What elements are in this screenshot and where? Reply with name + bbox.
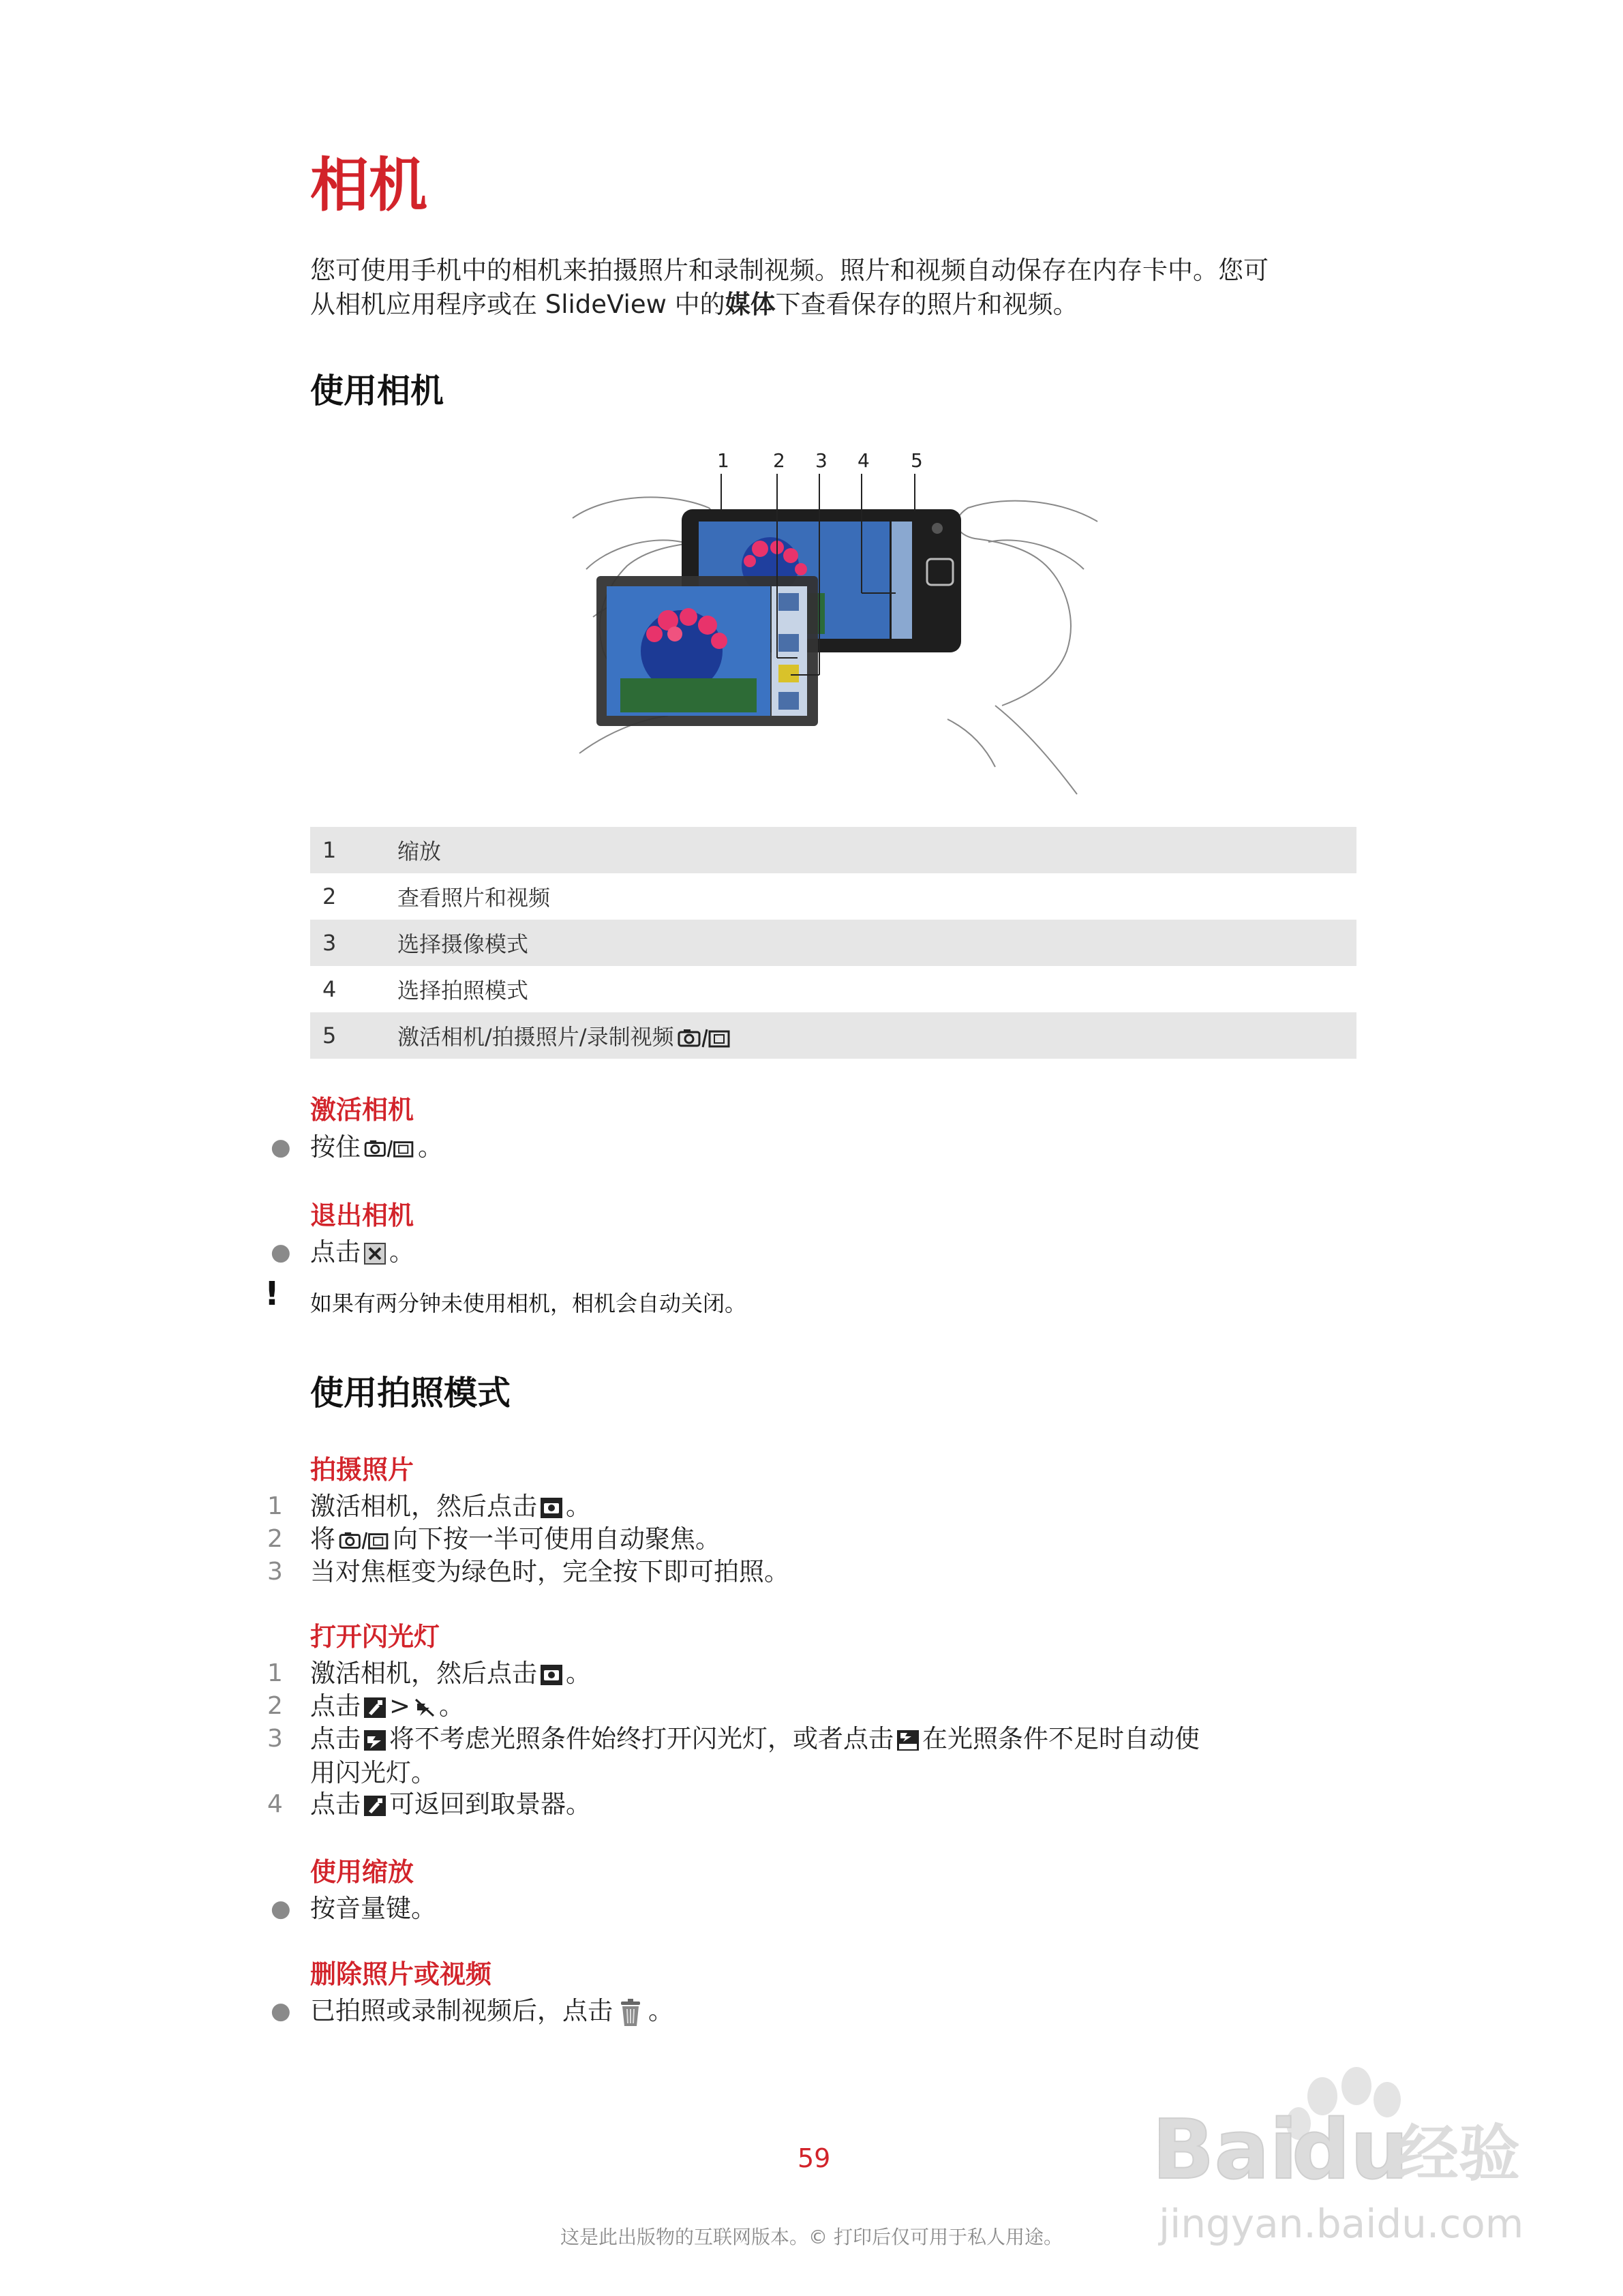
phone-screen-toolbar (892, 522, 912, 639)
flash-auto-icon (896, 1729, 920, 1751)
step-suffix: 可返回到取景器。 (389, 1789, 591, 1819)
legend-table (310, 827, 1356, 1059)
table-row (310, 827, 1356, 873)
close-button-illustration (778, 593, 799, 611)
step-suffix: 。 (439, 1691, 465, 1721)
step-number: 1 (267, 1492, 283, 1520)
activate-step-prefix: 按住 (310, 1132, 361, 1162)
flash-off-icon (413, 1697, 436, 1719)
intro-line-2-suffix: 下查看保存的照片和视频。 (775, 290, 1078, 319)
table-cell-text: 查看照片和视频 (397, 885, 551, 911)
bullet: ● (271, 1895, 291, 1922)
table-cell-number: 3 (322, 930, 337, 956)
step-suffix: 。 (566, 1492, 591, 1521)
camera-video-key-icon (677, 1027, 731, 1050)
exit-step (271, 1235, 414, 1269)
table-cell-text-label: 激活相机/拍摄照片/录制视频 (397, 1024, 674, 1050)
exit-step-prefix: 点击 (310, 1237, 361, 1267)
flash-step-1 (267, 1657, 591, 1691)
flash-step-4 (267, 1787, 591, 1822)
callout-1: 1 (717, 449, 729, 472)
heading-use-camera: 使用相机 (310, 372, 444, 410)
table-cell-number: 1 (322, 837, 337, 863)
callout-4: 4 (858, 449, 870, 472)
photo-mode-illustration (778, 665, 799, 682)
page-number: 59 (798, 2143, 831, 2173)
heading-zoom: 使用缩放 (310, 1857, 414, 1887)
step-text: 点击 (310, 1691, 361, 1721)
table-cell-number: 5 (322, 1023, 337, 1048)
intro-line-2 (310, 288, 1367, 322)
step-text: 激活相机，然后点击 (310, 1659, 537, 1688)
intro-media-bold: 媒体 (725, 290, 776, 319)
camera-illustration (566, 447, 1104, 801)
delete-step (271, 1994, 673, 2028)
table-cell-number: 2 (322, 883, 337, 909)
table-row (310, 920, 1356, 966)
watermark-du: du (1292, 2103, 1409, 2198)
step-suffix: 。 (566, 1659, 591, 1688)
close-icon (363, 1242, 386, 1265)
intro-line-2-prefix: 从相机应用程序或在 SlideView 中的 (310, 290, 725, 319)
step-number: 3 (267, 1558, 283, 1586)
camera-video-key-icon (338, 1530, 390, 1552)
callout-5: 5 (911, 449, 923, 472)
step-number: 3 (267, 1725, 283, 1753)
exit-step-suffix: 。 (389, 1237, 414, 1267)
video-mode-illustration (778, 634, 799, 652)
step-text: 按音量键。 (310, 1894, 436, 1923)
step-text: 点击 (310, 1724, 361, 1753)
table-row (310, 1012, 1356, 1059)
step-suffix: 向下按一半可使用自动聚焦。 (393, 1524, 721, 1554)
table-cell-text: 选择摄像模式 (397, 931, 529, 957)
step-text: 已拍照或录制视频后，点击 (310, 1996, 613, 2025)
step-text-middle: 将不考虑光照条件始终打开闪光灯，或者点击 (389, 1724, 894, 1753)
take-photo-step-3 (267, 1555, 789, 1589)
camera-video-key-icon (363, 1138, 415, 1160)
bullet: ● (271, 1997, 291, 2025)
callout-3: 3 (815, 449, 828, 472)
camera-mode-icon (540, 1497, 563, 1519)
settings-illustration (778, 692, 799, 710)
step-text: 当对焦框变为绿色时，完全按下即可拍照。 (310, 1557, 789, 1586)
step-suffix: 在光照条件不足时自动使 (922, 1724, 1200, 1753)
table-cell-text: 缩放 (397, 839, 442, 864)
callout-2: 2 (773, 449, 785, 472)
table-row (310, 873, 1356, 920)
bullet: ● (271, 1134, 291, 1161)
activate-step-suffix: 。 (418, 1132, 443, 1162)
step-text: 将 (310, 1524, 335, 1554)
heading-exit-camera: 退出相机 (310, 1200, 414, 1230)
bullet: ● (271, 1239, 291, 1266)
page-title: 相机 (310, 151, 427, 220)
step-text: 点击 (310, 1789, 361, 1819)
watermark-url: jingyan.baidu.com (1159, 2201, 1524, 2247)
step-number: 2 (267, 1692, 283, 1720)
step-suffix: 。 (648, 1996, 673, 2025)
settings-icon (363, 1795, 386, 1817)
baidu-paw-logo (1152, 2059, 1534, 2256)
watermark-jingyan-cn: 经验 (1397, 2118, 1520, 2190)
settings-icon (363, 1697, 386, 1719)
table-row (310, 966, 1356, 1012)
flash-step-2 (267, 1689, 465, 1723)
flash-on-icon (363, 1729, 386, 1751)
table-cell-number: 4 (322, 976, 337, 1002)
step-number: 4 (267, 1790, 283, 1818)
step-text: 激活相机，然后点击 (310, 1492, 537, 1521)
step-number: 1 (267, 1659, 283, 1687)
take-photo-step-2 (267, 1522, 721, 1556)
heading-take-photo: 拍摄照片 (310, 1455, 414, 1485)
note-exclamation-icon: ! (264, 1275, 279, 1313)
intro-paragraph (310, 254, 1367, 322)
watermark-bai: Bai (1152, 2103, 1298, 2198)
step-text-line-2: 用闪光灯。 (310, 1758, 436, 1787)
step-arrow: > (389, 1691, 411, 1721)
activate-step (271, 1130, 443, 1164)
camera-mode-icon (540, 1664, 563, 1686)
table-cell-text: 选择拍照模式 (397, 978, 529, 1003)
footer-note: 这是此出版物的互联网版本。© 打印后仅可用于私人用途。 (560, 2226, 1063, 2248)
note-auto-close: 如果有两分钟未使用相机，相机会自动关闭。 (310, 1290, 747, 1316)
heading-photo-mode: 使用拍照模式 (310, 1374, 511, 1413)
step-number: 2 (267, 1525, 283, 1553)
phone-camera-lens (932, 523, 943, 534)
trash-icon (616, 1997, 646, 2027)
table-cell-text (397, 1020, 1356, 1051)
heading-delete: 删除照片或视频 (310, 1959, 492, 1989)
zoom-step (271, 1892, 436, 1926)
heading-activate-camera: 激活相机 (310, 1095, 414, 1125)
phone-diagram (566, 447, 1104, 801)
take-photo-step-1 (267, 1490, 591, 1524)
heading-flash: 打开闪光灯 (310, 1622, 440, 1652)
flash-step-3 (267, 1722, 1333, 1790)
baidu-jingyan-watermark (1152, 2059, 1534, 2256)
intro-line-1: 您可使用手机中的相机来拍摄照片和录制视频。照片和视频自动保存在内存卡中。您可 (310, 256, 1269, 285)
